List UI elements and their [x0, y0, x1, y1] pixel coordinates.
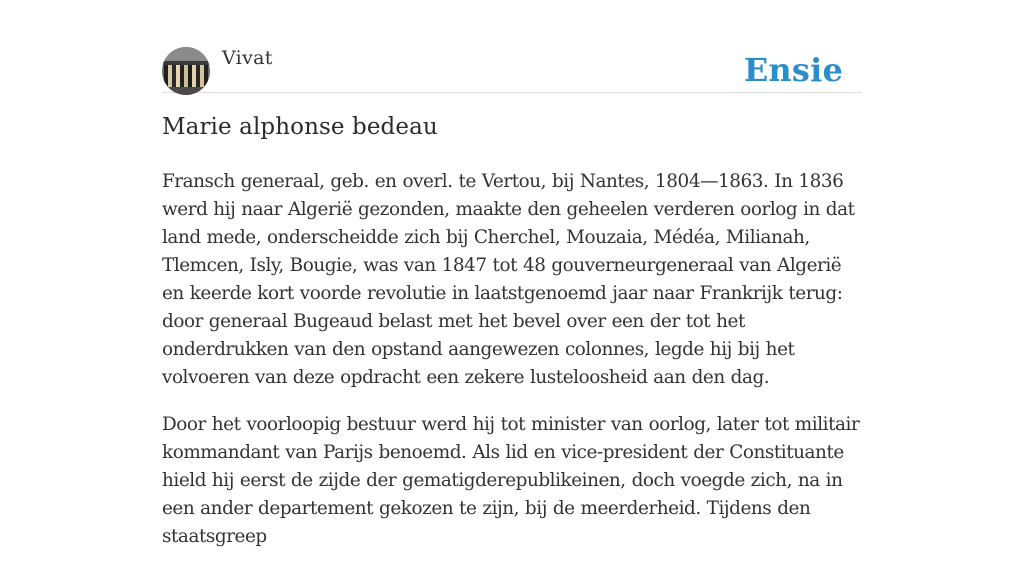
article-title: Marie alphonse bedeau	[162, 114, 438, 140]
source-avatar[interactable]	[162, 47, 210, 95]
article-paragraph: Door het voorloopig bestuur werd hij tot minister van oorlog, later tot militair kommandant van Parijs benoemd. Als lid en vice-president der Constituante hield hij eerst de zijde der gematigderepublikeinen, doch voegde zich, na in een ander departement gekozen te zijn, bij de meerderheid. Tijdens den staatsgreep	[162, 414, 860, 547]
article-paragraph: Fransch generaal, geb. en overl. te Vertou, bij Nantes, 1804—1863. In 1836 werd hij naar Algerië gezonden, maakte den geheelen verderen oorlog in dat land mede, onderscheidde zich bij Cherchel, Mouzaia, Médéa, Milianah, Tlemcen, Isly, Bougie, was van 1847 tot 48 gouverneurgeneraal van Algerië en keerde kort voorde revolutie in laatstgenoemd jaar naar Frankrijk terug: door generaal Bugeaud belast met het bevel over een der tot het onderdrukken van den opstand aangewezen colonnes, legde hij bij het volvoeren van deze opdracht een zekere lusteloosheid aan den dag.	[162, 171, 855, 388]
book-spines-icon	[162, 47, 210, 95]
site-header	[162, 46, 862, 93]
article-body	[162, 168, 867, 570]
source-name[interactable]: Vivat	[222, 47, 273, 69]
brand-logo[interactable]: Ensie	[743, 51, 843, 89]
